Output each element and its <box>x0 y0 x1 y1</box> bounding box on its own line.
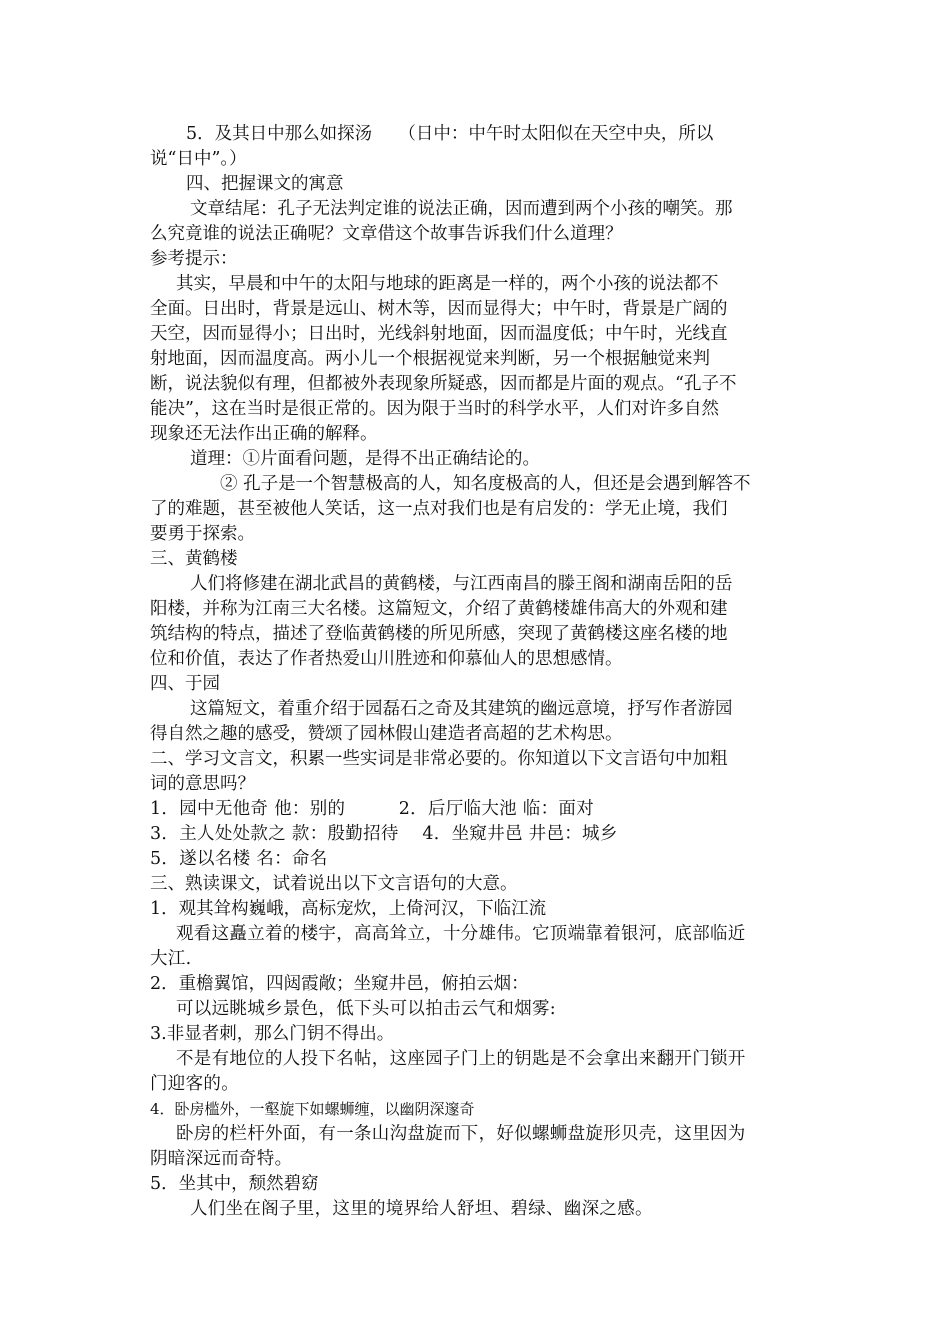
text-line: 5．及其日中那么如探汤 （日中：中午时太阳似在天空中央，所以 <box>186 124 714 144</box>
text-line: 3.非显者刺，那么门钥不得出。 <box>150 1024 395 1044</box>
text-line: 能决”，这在当时是很正常的。因为限于当时的科学水平，人们对许多自然 <box>150 399 719 419</box>
text-line: 卧房的栏杆外面，有一条山沟盘旋而下，好似螺蛳盘旋形贝壳，这里因为 <box>176 1124 746 1144</box>
text-line: 人们将修建在湖北武昌的黄鹤楼，与江西南昌的滕王阁和湖南岳阳的岳 <box>190 574 733 594</box>
text-line: 么究竟谁的说法正确呢？文章借这个故事告诉我们什么道理？ <box>150 224 623 244</box>
text-line: 说“日中”。） <box>150 149 247 169</box>
text-line: 可以远眺城乡景色，低下头可以拍击云气和烟雾: <box>176 999 556 1019</box>
text-line: 全面。日出时，背景是远山、树木等，因而显得大；中午时，背景是广阔的 <box>150 299 728 319</box>
text-line: 5．遂以名楼 名：命名 <box>150 849 328 869</box>
text-line: 文章结尾：孔子无法判定谁的说法正确，因而遭到两个小孩的嘲笑。那 <box>190 199 733 219</box>
text-line: 阳楼，并称为江南三大名楼。这篇短文，介绍了黄鹤楼雄伟高大的外观和建 <box>150 599 728 619</box>
text-line: 观看这矗立着的楼宇，高高耸立，十分雄伟。它顶端靠着银河，底部临近 <box>176 924 746 944</box>
text-line: 了的难题，甚至被他人笑话，这一点对我们也是有启发的：学无止境，我们 <box>150 499 728 519</box>
text-line: 2．重檐翼馆，四闼霞敞；坐窥井邑，俯拍云烟： <box>150 974 529 994</box>
text-line: 筑结构的特点，描述了登临黄鹤楼的所见所感，突现了黄鹤楼这座名楼的地 <box>150 624 728 644</box>
text-line: 大江. <box>150 949 192 969</box>
section-heading: 二、学习文言文，积累一些实词是非常必要的。你知道以下文言语句中加粗 <box>150 749 728 769</box>
text-line: 3．主人处处款之 款：殷勤招待 4．坐窥井邑 井邑：城乡 <box>150 824 618 844</box>
text-line: 不是有地位的人投下名帖，这座园子门上的钥匙是不会拿出来翻开门锁开 <box>176 1049 746 1069</box>
text-line: 阴暗深远而奇特。 <box>150 1149 293 1169</box>
text-line: 门迎客的。 <box>150 1074 239 1094</box>
text-line: 5．坐其中，颓然碧窈 <box>150 1174 319 1194</box>
text-line: 现象还无法作出正确的解释。 <box>150 424 378 444</box>
text-line: 参考提示： <box>150 249 238 269</box>
text-line: 人们坐在阁子里，这里的境界给人舒坦、碧绿、幽深之感。 <box>190 1199 653 1219</box>
text-line: 1．观其耸构巍峨，高标宠炊，上倚河汉，下临江流 <box>150 899 547 919</box>
text-line: 其实，早晨和中午的太阳与地球的距离是一样的，两个小孩的说法都不 <box>176 274 719 294</box>
document-page <box>150 122 800 1222</box>
text-line: 要勇于探索。 <box>150 524 255 544</box>
text-line: 位和价值，表达了作者热爱山川胜迹和仰慕仙人的思想感情。 <box>150 649 623 669</box>
text-line: 这篇短文，着重介绍于园磊石之奇及其建筑的幽远意境，抒写作者游园 <box>190 699 733 719</box>
text-line: 道理：①片面看问题，是得不出正确结论的。 <box>190 449 540 469</box>
section-heading: 三、黄鹤楼 <box>150 549 238 569</box>
text-line: 1．园中无他奇 他：别的 2．后厅临大池 临：面对 <box>150 799 594 819</box>
section-heading: 四、把握课文的寓意 <box>186 174 344 194</box>
text-line: 断，说法貌似有理，但都被外表现象所疑惑，因而都是片面的观点。“孔子不 <box>150 374 737 394</box>
text-line: 得自然之趣的感受，赞颂了园林假山建造者高超的艺术构思。 <box>150 724 623 744</box>
text-line: 4．卧房槛外，一壑旋下如螺蛳缠，以幽阴深邃奇 <box>150 1100 475 1118</box>
text-line: ② 孔子是一个智慧极高的人，知名度极高的人，但还是会遇到解答不 <box>220 474 751 494</box>
section-heading: 四、于园 <box>150 674 220 694</box>
section-heading: 三、熟读课文，试着说出以下文言语句的大意。 <box>150 874 518 894</box>
text-line: 射地面，因而温度高。两小儿一个根据视觉来判断，另一个根据触觉来判 <box>150 349 710 369</box>
text-line: 天空，因而显得小；日出时，光线斜射地面，因而温度低；中午时，光线直 <box>150 324 728 344</box>
text-line: 词的意思吗？ <box>150 774 255 794</box>
